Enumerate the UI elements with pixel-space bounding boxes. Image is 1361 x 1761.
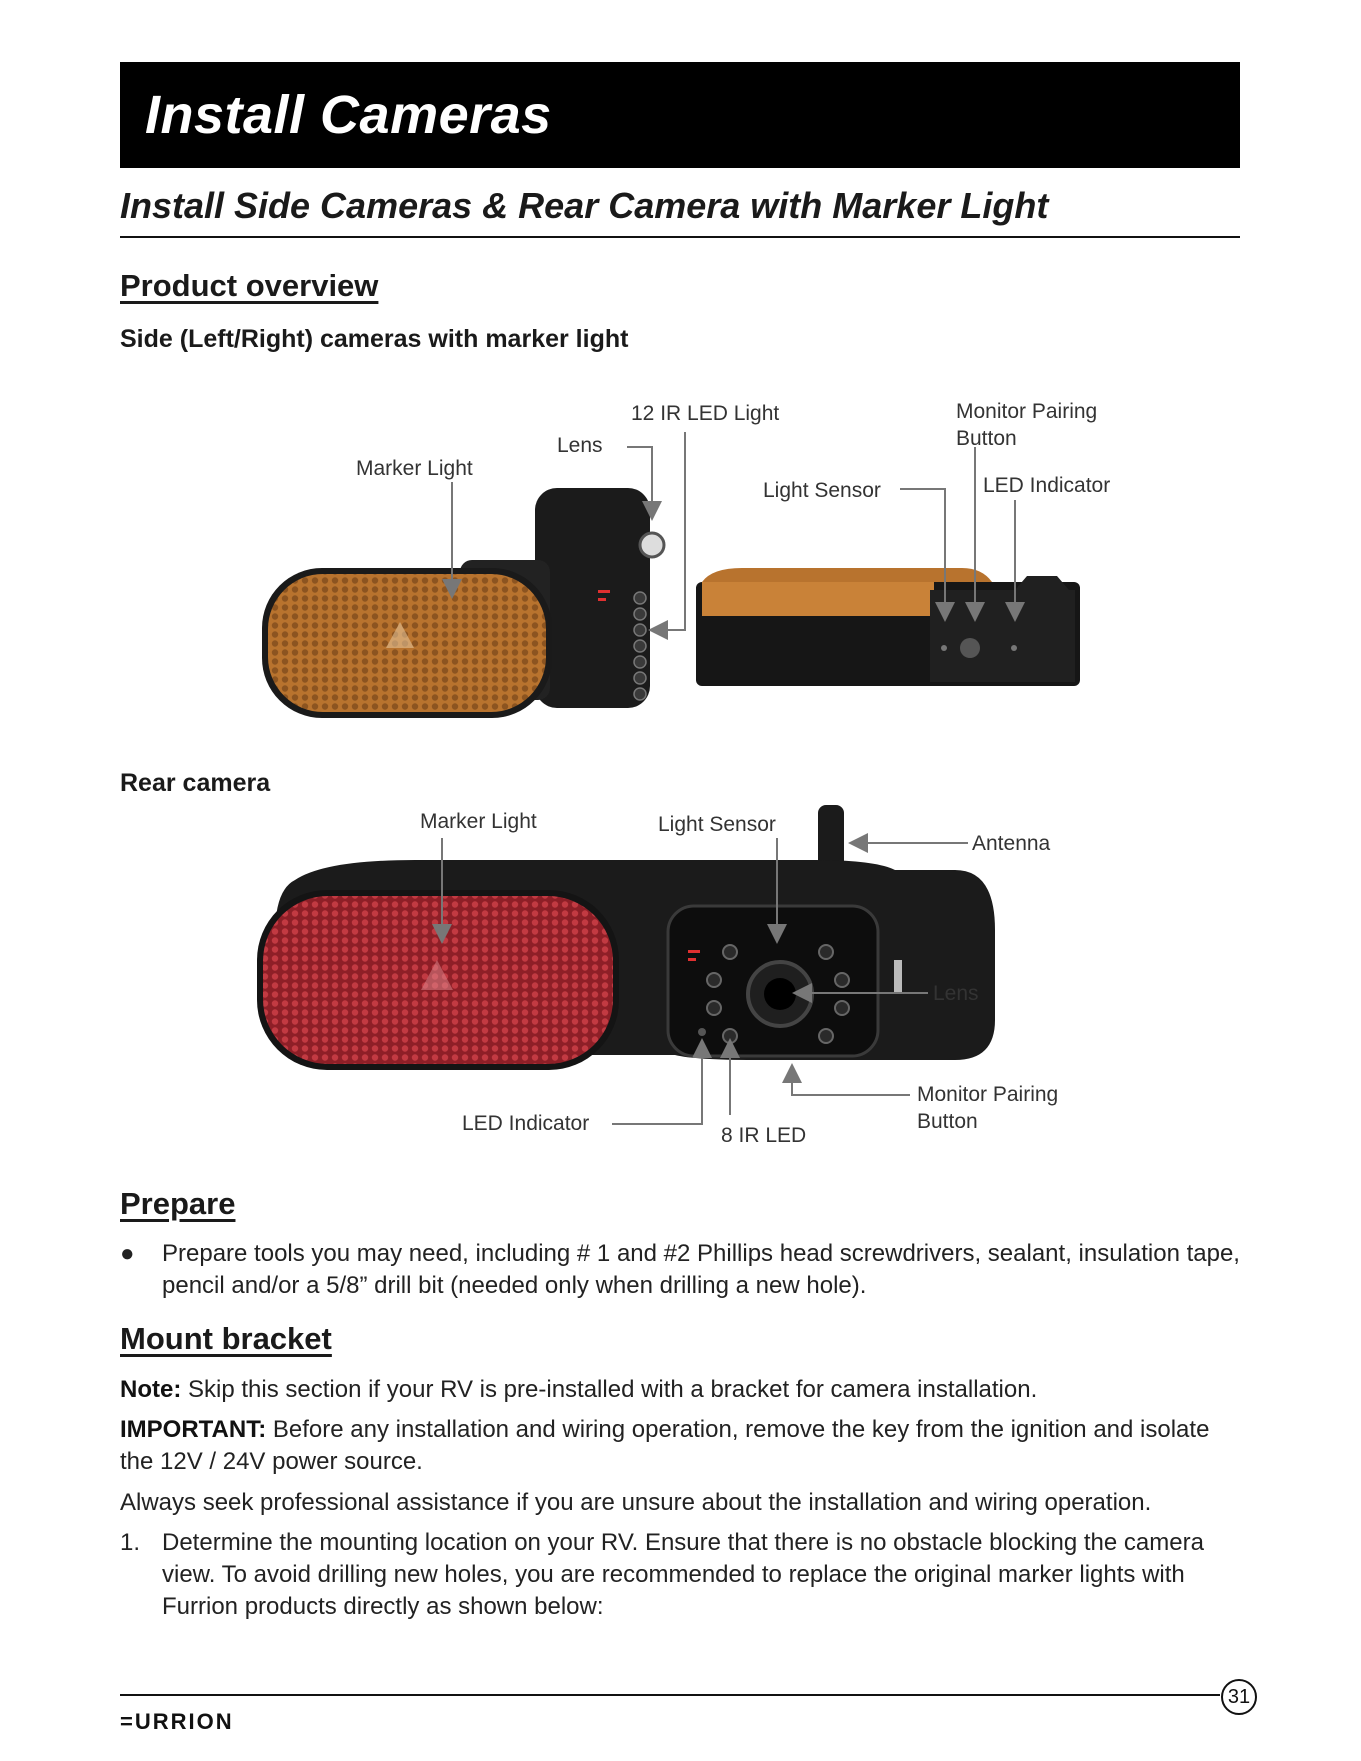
callout-rear-pairing-line1: Monitor Pairing — [917, 1083, 1059, 1106]
mount-bracket-heading: Mount bracket — [120, 1321, 332, 1356]
rear-camera-body — [257, 805, 995, 1070]
important-text: Before any installation and wiring operation, remove the key from the ignition and isolate the 12V / 24V power source. — [120, 1416, 1210, 1475]
callout-rear-lens: Lens — [933, 982, 979, 1005]
step-1 — [120, 1527, 1245, 1623]
bullet-icon: ● — [120, 1240, 135, 1267]
prepare-list-item — [120, 1238, 1245, 1302]
callout-rear-led-indicator: LED Indicator — [462, 1112, 590, 1135]
page-number: 31 — [1221, 1679, 1257, 1715]
furrion-logo: =URRION — [120, 1709, 234, 1734]
important-paragraph — [120, 1414, 1245, 1478]
note-text: Skip this section if your RV is pre-installed with a bracket for camera installation. — [181, 1376, 1038, 1403]
callout-rear-light-sensor: Light Sensor — [658, 813, 776, 836]
callout-side-led-indicator: LED Indicator — [983, 474, 1111, 497]
note-paragraph — [120, 1374, 1245, 1406]
callout-side-pairing-line2: Button — [956, 427, 1017, 450]
rear-camera-heading: Rear camera — [120, 769, 271, 797]
callout-side-light-sensor: Light Sensor — [763, 479, 881, 502]
callout-rear-ir-led: 8 IR LED — [721, 1124, 807, 1147]
step-number: 1. — [120, 1529, 141, 1556]
callout-side-pairing-line1: Monitor Pairing — [956, 400, 1098, 423]
prepare-item-text: Prepare tools you may need, including # 1 and #2 Phillips head screwdrivers, sealant, insulation tape, pencil and/or a 5/8” drill bit (needed only when drilling a new hole). — [162, 1240, 1240, 1299]
product-overview-heading: Product overview — [120, 268, 379, 303]
side-cameras-heading: Side (Left/Right) cameras with marker light — [120, 325, 629, 353]
page-title: Install Cameras — [145, 85, 552, 145]
callout-rear-antenna: Antenna — [972, 832, 1051, 855]
callout-rear-pairing-line2: Button — [917, 1110, 978, 1133]
callout-side-marker-light: Marker Light — [356, 457, 473, 480]
callout-12-ir-led: 12 IR LED Light — [631, 402, 780, 425]
important-label: IMPORTANT: — [120, 1416, 267, 1443]
callout-side-lens: Lens — [557, 434, 603, 457]
subtitle-text: Install Side Cameras & Rear Camera with Marker Light — [120, 185, 1049, 226]
professional-assistance-paragraph: Always seek professional assistance if you are unsure about the installation and wiring operation. — [120, 1489, 1152, 1516]
note-label: Note: — [120, 1376, 182, 1403]
callout-rear-pairing-button — [917, 1081, 1058, 1135]
prepare-heading: Prepare — [120, 1186, 236, 1221]
footer-rule — [120, 1694, 1220, 1696]
callout-rear-marker-light: Marker Light — [420, 810, 537, 833]
step-1-text: Determine the mounting location on your RV. Ensure that there is no obstacle blocking the camera view. To avoid drilling new holes, you are recommended to replace the original marker lights with Furrion products directly as shown below: — [162, 1529, 1204, 1620]
